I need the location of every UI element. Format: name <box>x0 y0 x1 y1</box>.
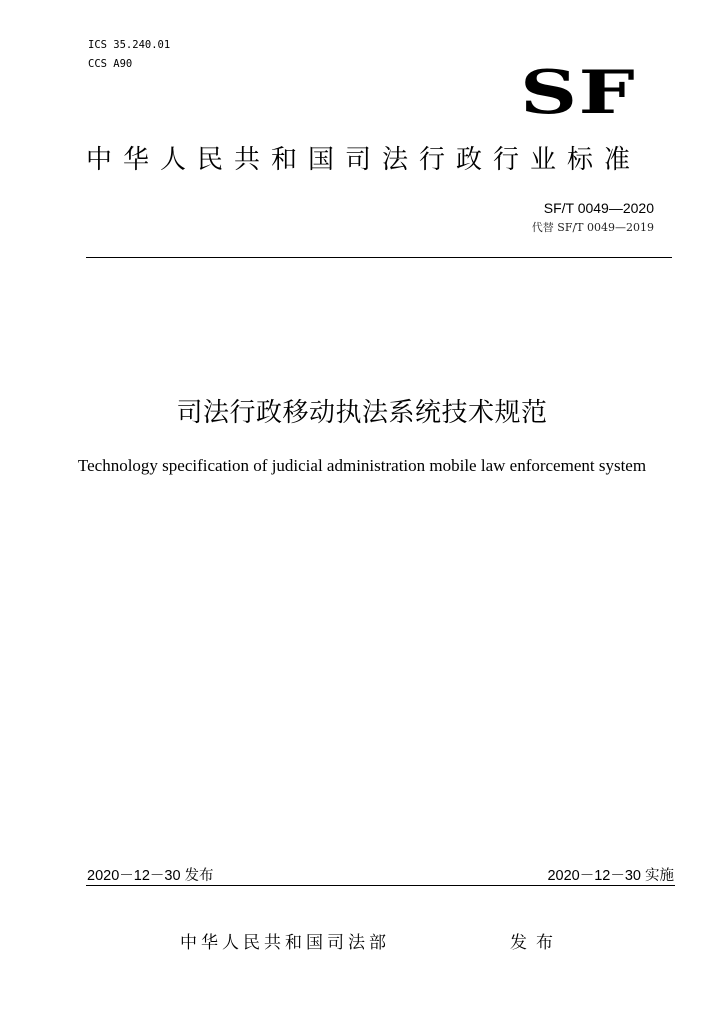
standard-title: 中华人民共和国司法行政行业标准 <box>86 145 642 175</box>
issued-label: 发布 <box>510 933 562 953</box>
implement-date: 2020－12－30 实施 <box>547 868 674 884</box>
sf-logo: SF <box>520 58 637 128</box>
footer-rule <box>86 885 675 886</box>
publish-date: 2020－12－30 发布 <box>87 868 214 884</box>
ccs-code: CCS A90 <box>88 58 133 70</box>
document-title-cn: 司法行政移动执法系统技术规范 <box>176 398 548 428</box>
issuer: 中华人民共和国司法部 <box>180 933 390 953</box>
replaces-note: 代替 SF/T 0049—2019 <box>531 221 654 234</box>
header-rule <box>86 257 672 258</box>
document-title-en: Technology specification of judicial administration mobile law enforcement system <box>77 456 647 475</box>
ics-code: ICS 35.240.01 <box>88 39 171 51</box>
standard-number: SF/T 0049—2020 <box>543 200 654 216</box>
